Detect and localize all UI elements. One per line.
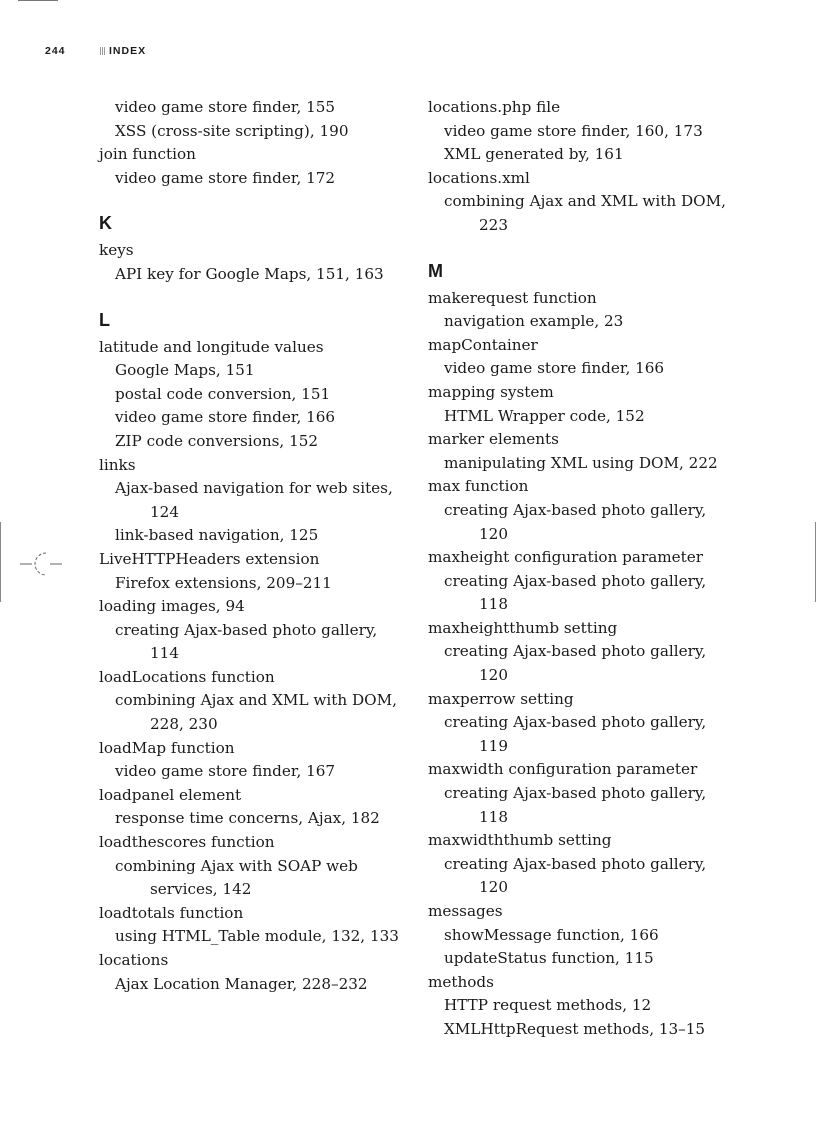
index-continuation: 118 — [479, 807, 508, 826]
index-subentry: creating Ajax-based photo gallery, — [444, 642, 707, 661]
index-subentry: video game store finder, 166 — [444, 359, 665, 378]
index-column-left — [99, 96, 419, 996]
index-subentry: video game store finder, 172 — [115, 168, 336, 187]
letter-heading: K — [99, 213, 112, 234]
index-entry: mapContainer — [428, 335, 538, 354]
index-entry: marker elements — [428, 430, 559, 449]
crop-mark-icon — [20, 551, 62, 577]
index-subentry: creating Ajax-based photo gallery, — [444, 571, 707, 590]
index-subentry: API key for Google Maps, 151, 163 — [115, 264, 384, 283]
index-subentry: XMLHttpRequest methods, 13–15 — [444, 1019, 706, 1038]
index-subentry: XML generated by, 161 — [444, 145, 624, 164]
index-entry: join function — [99, 145, 196, 164]
index-subentry: video game store finder, 160, 173 — [444, 121, 703, 140]
index-subentry: link-based navigation, 125 — [115, 526, 319, 545]
index-entry: methods — [428, 972, 494, 991]
index-subentry: showMessage function, 166 — [444, 925, 659, 944]
letter-heading: L — [99, 309, 110, 330]
index-entry: max function — [428, 477, 529, 496]
index-entry: maxheight configuration parameter — [428, 548, 704, 567]
index-entry: maxwidththumb setting — [428, 831, 612, 850]
index-entry: loadLocations function — [99, 667, 275, 686]
page-number: 244 — [45, 45, 66, 57]
index-subentry: combining Ajax with SOAP web — [115, 856, 358, 875]
index-continuation: 114 — [150, 644, 179, 663]
index-entry: maxheightthumb setting — [428, 618, 618, 637]
index-entry: locations.xml — [428, 168, 530, 187]
index-entry: makerequest function — [428, 288, 597, 307]
index-continuation: 120 — [479, 666, 508, 685]
index-subentry: creating Ajax-based photo gallery, — [444, 713, 707, 732]
index-entry: loadpanel element — [99, 785, 242, 804]
index-entry: loading images, 94 — [99, 597, 245, 616]
index-continuation: 228, 230 — [150, 715, 218, 734]
index-subentry: postal code conversion, 151 — [115, 384, 331, 403]
left-margin-line — [0, 522, 1, 602]
index-subentry: combining Ajax and XML with DOM, — [444, 192, 726, 211]
index-continuation: 119 — [479, 736, 508, 755]
index-entry: loadtotals function — [99, 903, 244, 922]
index-entry: loadMap function — [99, 738, 235, 757]
letter-heading: M — [428, 260, 443, 281]
index-entry: links — [99, 455, 136, 474]
index-entry: loadthescores function — [99, 833, 275, 852]
section-title: INDEX — [109, 45, 147, 57]
index-continuation: services, 142 — [150, 880, 252, 899]
top-rule — [18, 0, 58, 1]
index-entry: latitude and longitude values — [99, 337, 324, 356]
index-subentry: Ajax Location Manager, 228–232 — [115, 974, 368, 993]
index-subentry: video game store finder, 155 — [115, 98, 336, 116]
index-entry: maxperrow setting — [428, 689, 574, 708]
index-subentry: HTML Wrapper code, 152 — [444, 406, 645, 425]
index-subentry: updateStatus function, 115 — [444, 949, 654, 968]
index-entry: messages — [428, 902, 503, 920]
index-continuation: 124 — [150, 502, 179, 521]
index-continuation: 223 — [479, 215, 508, 234]
index-entry: maxwidth configuration parameter — [428, 760, 698, 779]
index-subentry: creating Ajax-based photo gallery, — [444, 500, 707, 519]
index-subentry: HTTP request methods, 12 — [444, 996, 652, 1015]
index-subentry: video game store finder, 167 — [115, 762, 336, 781]
running-head — [45, 44, 146, 58]
index-continuation: 118 — [479, 595, 508, 614]
index-subentry: Firefox extensions, 209–211 — [115, 573, 332, 592]
index-entry: keys — [99, 241, 134, 260]
index-subentry: XSS (cross-site scripting), 190 — [115, 121, 349, 140]
index-subentry: navigation example, 23 — [444, 312, 624, 331]
index-subentry: Google Maps, 151 — [115, 361, 255, 380]
index-entry: locations.php file — [428, 98, 561, 116]
index-subentry: manipulating XML using DOM, 222 — [444, 453, 718, 472]
index-subentry: ZIP code conversions, 152 — [115, 431, 319, 450]
index-continuation: 120 — [479, 878, 508, 897]
index-entry: LiveHTTPHeaders extension — [99, 549, 320, 568]
index-subentry: combining Ajax and XML with DOM, — [115, 691, 397, 710]
index-subentry: creating Ajax-based photo gallery, — [115, 620, 378, 639]
index-continuation: 120 — [479, 524, 508, 543]
index-subentry: response time concerns, Ajax, 182 — [115, 809, 380, 828]
index-subentry: video game store finder, 166 — [115, 408, 336, 427]
index-subentry: Ajax-based navigation for web sites, — [115, 479, 393, 498]
index-entry: mapping system — [428, 382, 554, 401]
index-subentry: creating Ajax-based photo gallery, — [444, 854, 707, 873]
index-column-right — [428, 96, 728, 1042]
index-entry: locations — [99, 951, 169, 969]
section-marker-icon — [100, 47, 106, 55]
index-subentry: using HTML_Table module, 132, 133 — [115, 927, 399, 946]
index-subentry: creating Ajax-based photo gallery, — [444, 784, 707, 803]
